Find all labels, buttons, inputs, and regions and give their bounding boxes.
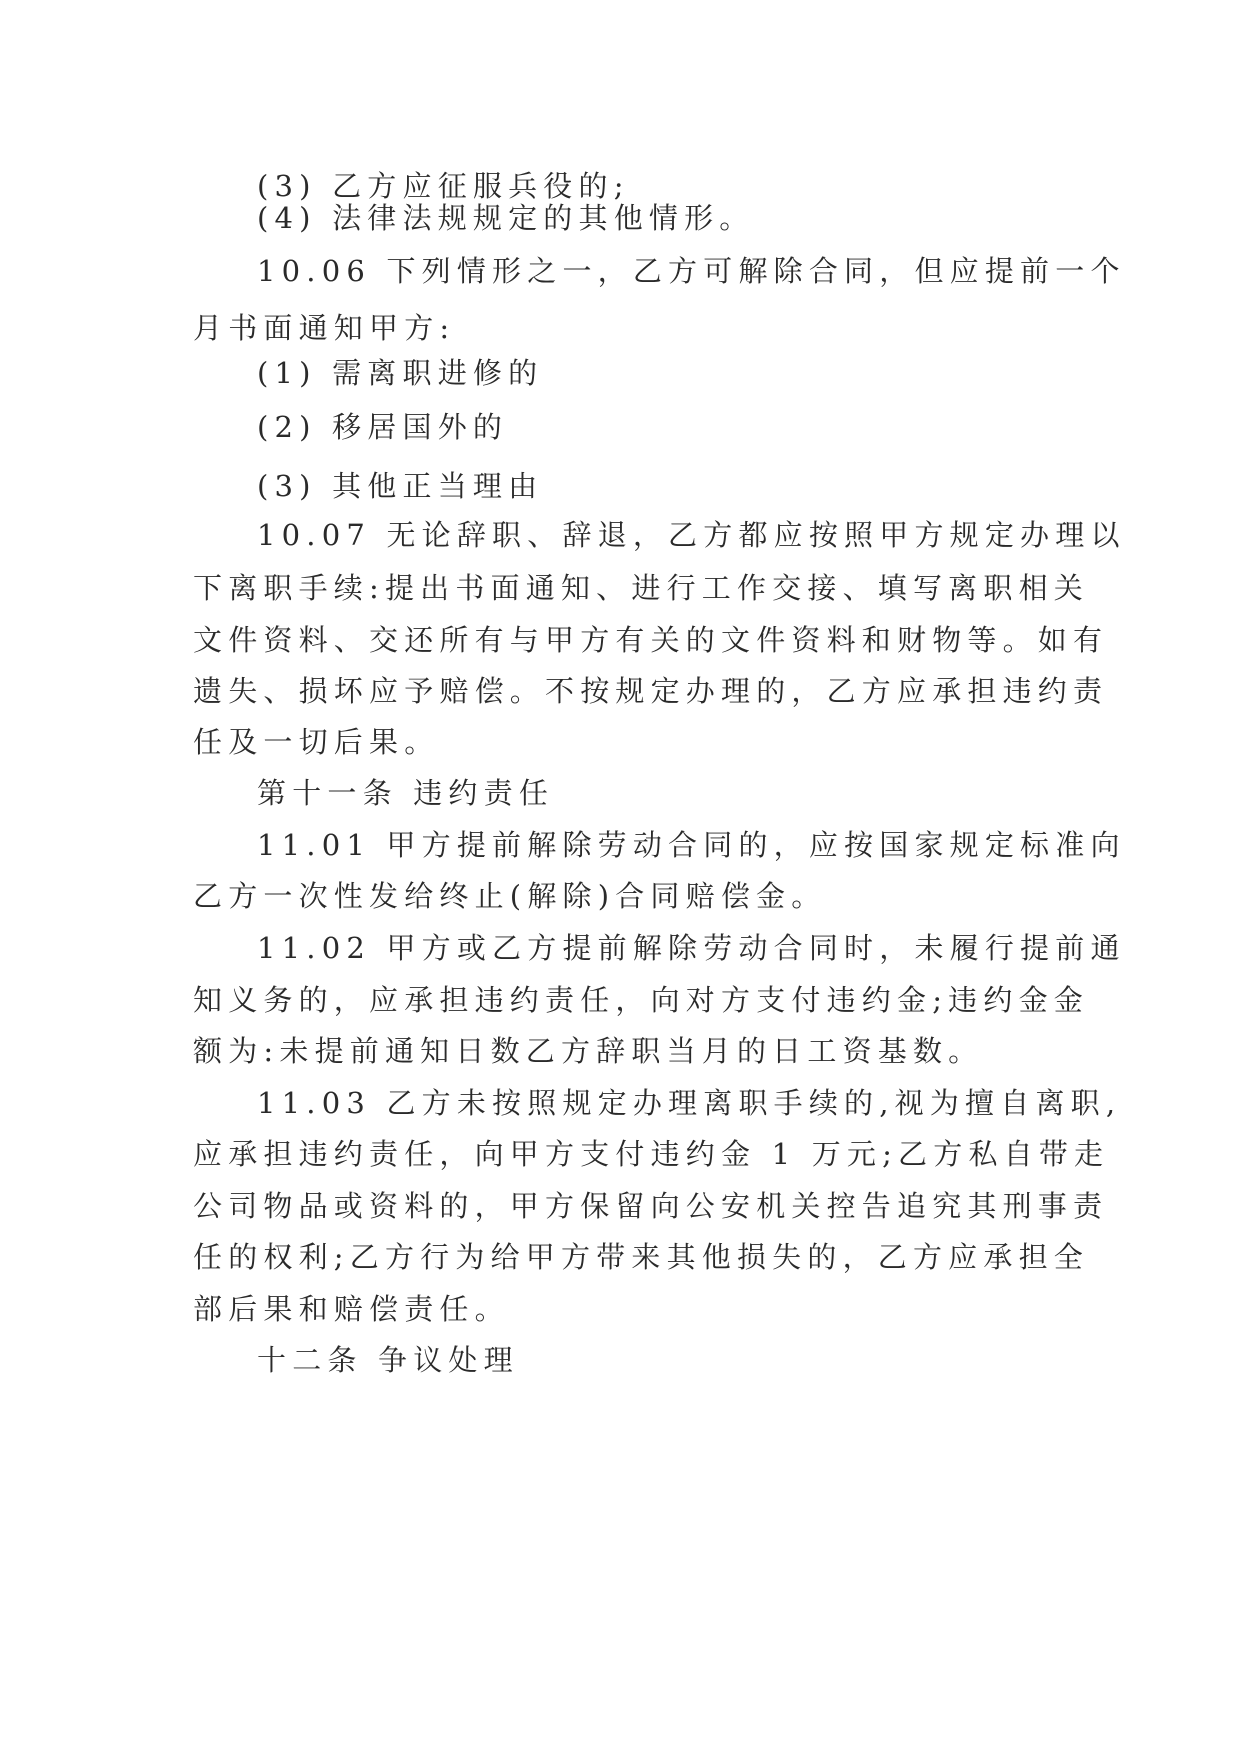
text-line: 11.01 甲方提前解除劳动合同的，应按国家规定标准向 [257, 828, 1126, 862]
text-line: 10.07 无论辞职、辞退，乙方都应按照甲方规定办理以 [257, 518, 1126, 552]
text-line: 月书面通知甲方: [193, 311, 456, 345]
text-line: (3) 乙方应征服兵役的; [257, 169, 630, 203]
text-line: 下离职手续:提出书面通知、进行工作交接、填写离职相关 [193, 571, 1089, 605]
text-line: 11.03 乙方未按照规定办理离职手续的,视为擅自离职, [257, 1086, 1122, 1120]
text-line: (2) 移居国外的 [257, 410, 509, 444]
section-heading: 第十一条 违约责任 [257, 776, 555, 810]
text-line: 文件资料、交还所有与甲方有关的文件资料和财物等。如有 [193, 623, 1109, 657]
text-line: (4) 法律法规规定的其他情形。 [257, 201, 755, 235]
text-line: 10.06 下列情形之一，乙方可解除合同，但应提前一个 [257, 254, 1126, 288]
text-line: 遗失、损坏应予赔偿。不按规定办理的，乙方应承担违约责 [193, 674, 1109, 708]
text-line: 公司物品或资料的，甲方保留向公安机关控告追究其刑事责 [193, 1189, 1109, 1223]
text-line: 11.02 甲方或乙方提前解除劳动合同时，未履行提前通 [257, 931, 1126, 965]
text-line: 知义务的，应承担违约责任，向对方支付违约金;违约金金 [193, 983, 1089, 1017]
text-line: 任及一切后果。 [193, 725, 440, 759]
text-line: 乙方一次性发给终止(解除)合同赔偿金。 [193, 879, 827, 913]
text-line: (1) 需离职进修的 [257, 356, 544, 390]
text-line: 应承担违约责任，向甲方支付违约金 1 万元;乙方私自带走 [193, 1137, 1110, 1171]
text-line: 额为:未提前通知日数乙方辞职当月的日工资基数。 [193, 1034, 984, 1068]
text-line: 部后果和赔偿责任。 [193, 1292, 510, 1326]
section-heading: 十二条 争议处理 [257, 1343, 519, 1377]
text-line: 任的权利;乙方行为给甲方带来其他损失的，乙方应承担全 [193, 1240, 1089, 1274]
text-line: (3) 其他正当理由 [257, 469, 544, 503]
